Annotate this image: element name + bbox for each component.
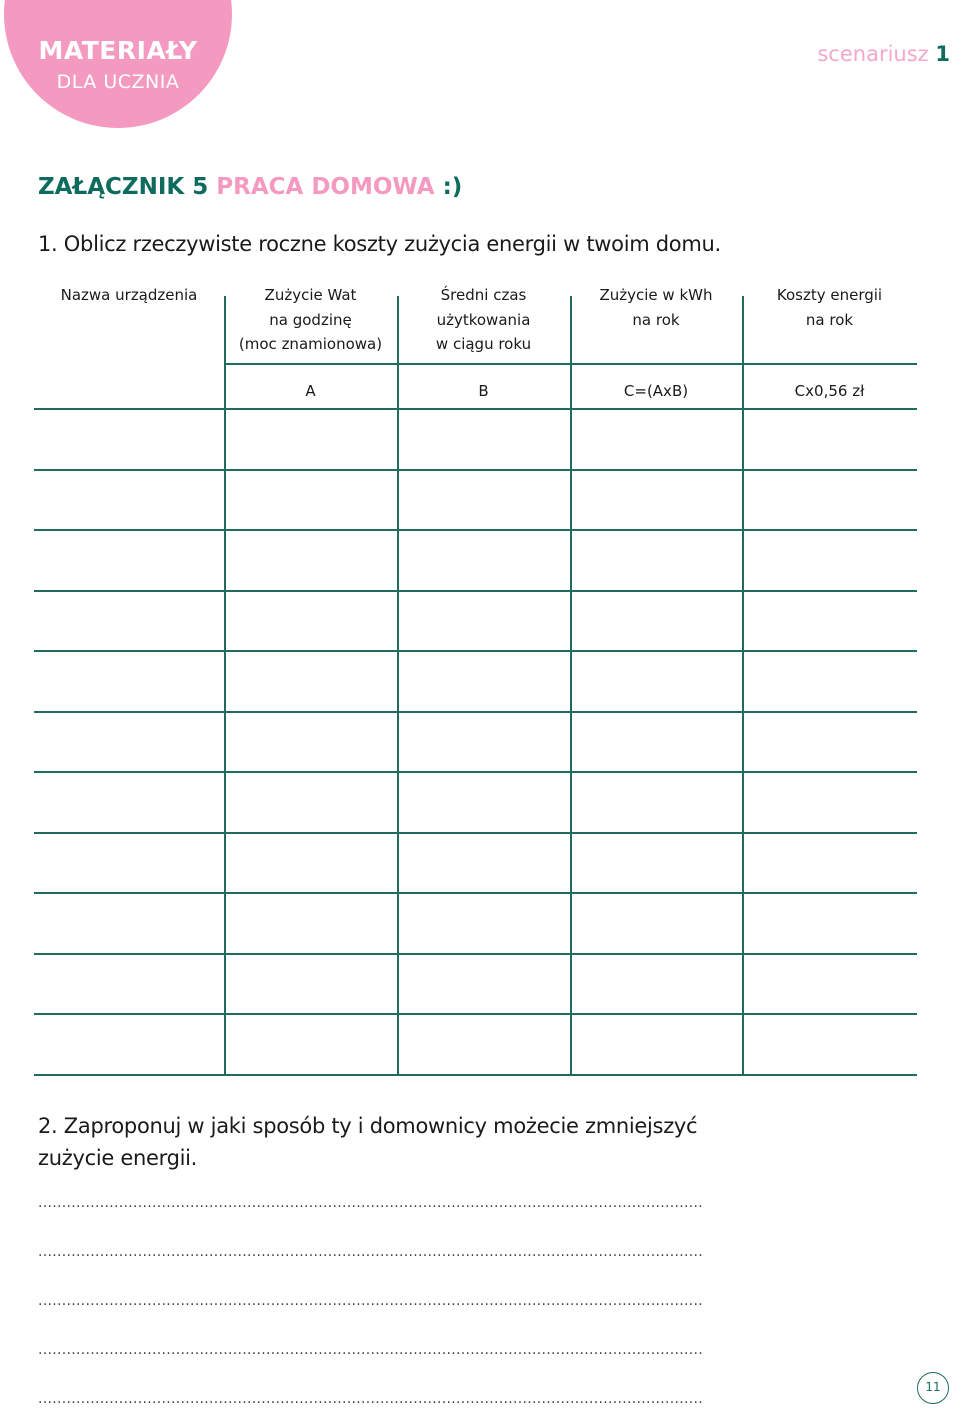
table-header-line: Nazwa urządzenia — [60, 286, 198, 304]
answer-line[interactable]: ............................................................................................................................................ — [38, 1391, 704, 1407]
table-header-cell — [224, 283, 397, 357]
answer-line[interactable]: ............................................................................................................................................ — [38, 1195, 704, 1211]
badge-subtitle: DLA UCZNIA — [56, 71, 180, 93]
table-row-line — [34, 1074, 917, 1076]
task-2-text: 2. Zaproponuj w jaki sposób ty i domownicy możecie zmniejszyć zużycie energii. — [38, 1114, 698, 1170]
table-row-line — [34, 953, 917, 955]
table-header-cell — [397, 283, 570, 357]
table-header-line: (moc znamionowa) — [238, 335, 383, 353]
section-label: ZAŁĄCZNIK 5 — [38, 174, 209, 200]
scenario-number: 1 — [935, 42, 950, 66]
table-subheader-cell: B — [478, 382, 489, 400]
task-1-text: 1. Oblicz rzeczywiste roczne koszty zużycia energii w twoim domu. — [38, 232, 721, 256]
table-header-cell — [742, 283, 917, 332]
table-column-line — [742, 296, 744, 1076]
answer-line[interactable]: ............................................................................................................................................ — [38, 1342, 704, 1358]
scenario-text: scenariusz — [817, 42, 929, 66]
table-column-line — [224, 296, 226, 1076]
table-header-line: Zużycie w kWh — [599, 286, 713, 304]
table-header-line: na godzinę — [269, 310, 352, 329]
table-row-line — [34, 650, 917, 652]
answer-line[interactable]: ............................................................................................................................................ — [38, 1244, 704, 1260]
section-name: PRACA DOMOWA — [216, 174, 435, 200]
answer-line[interactable]: ............................................................................................................................................ — [38, 1293, 704, 1309]
table-header-line: Zużycie Wat — [264, 286, 357, 304]
table-row-line — [34, 408, 917, 410]
table-header-line: w ciągu roku — [435, 335, 532, 353]
table-row-line — [224, 363, 917, 365]
scenario-label — [817, 42, 950, 66]
table-header-line: Średni czas — [440, 286, 527, 304]
table-row-line — [34, 832, 917, 834]
table-row-line — [34, 892, 917, 894]
table-subheader-cell: A — [305, 382, 316, 400]
table-row-line — [34, 469, 917, 471]
table-row-line — [34, 590, 917, 592]
table-header-line: użytkowania — [436, 310, 531, 329]
table-header-line: na rok — [805, 310, 854, 329]
table-column-line — [397, 296, 399, 1076]
page-number: 11 — [917, 1372, 949, 1404]
table-column-line — [570, 296, 572, 1076]
table-header-cell — [34, 283, 224, 308]
table-header-line: na rok — [632, 310, 680, 329]
table-subheader-cell: C=(AxB) — [623, 382, 689, 400]
table-row-line — [34, 1013, 917, 1015]
table-subheader-cell: Cx0,56 zł — [794, 382, 865, 400]
table-row-line — [34, 529, 917, 531]
section-title — [38, 174, 462, 200]
table-header-cell — [570, 283, 742, 332]
table-row-line — [34, 771, 917, 773]
table-row-line — [34, 711, 917, 713]
table-header-line: Koszty energii — [776, 286, 883, 304]
badge-title: MATERIAŁY — [38, 36, 198, 65]
section-smiley: :) — [442, 174, 463, 200]
